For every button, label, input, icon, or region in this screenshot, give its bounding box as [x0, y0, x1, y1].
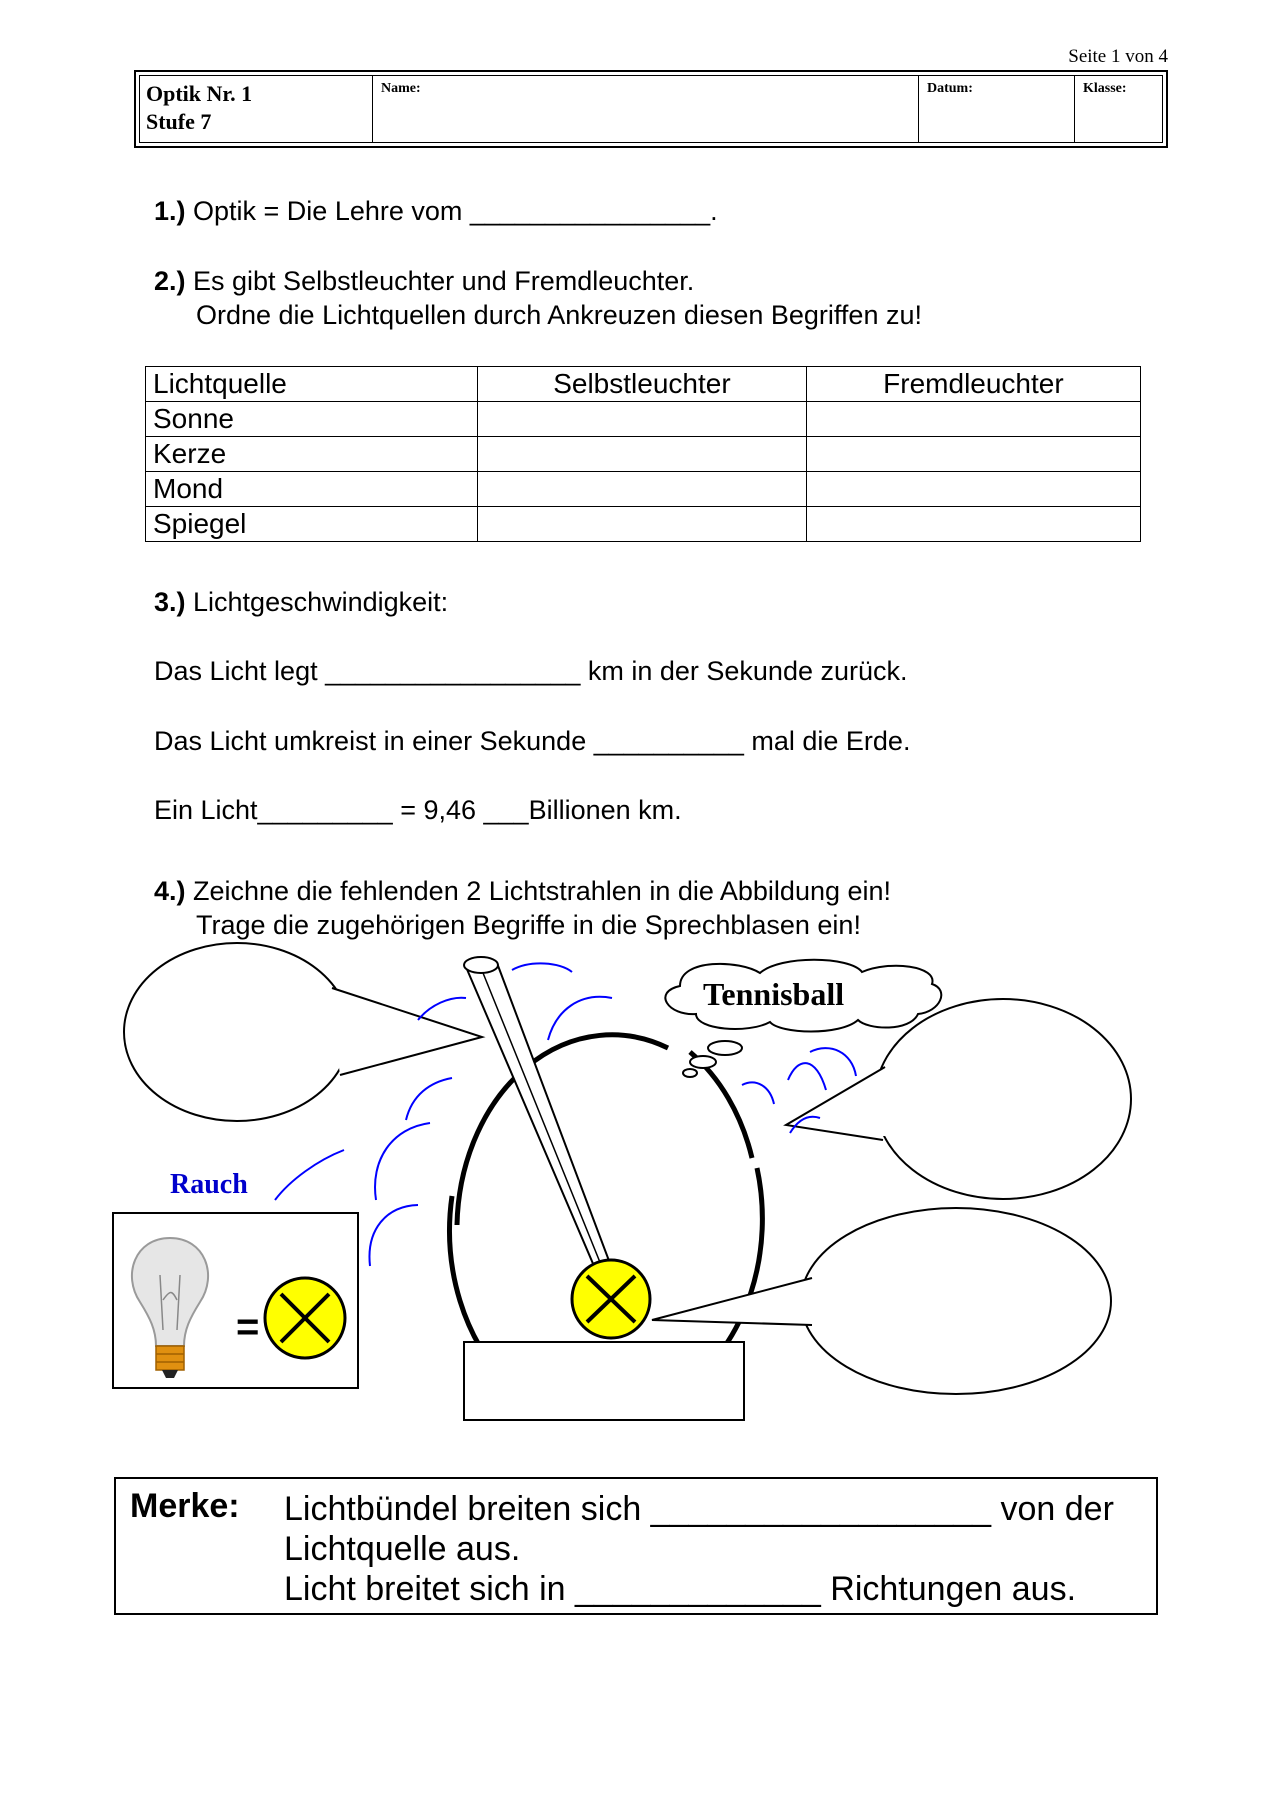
question-1-text: Optik = Die Lehre vom ________________. [185, 196, 718, 226]
question-4-line1 [154, 874, 891, 908]
header-table [134, 70, 1168, 148]
question-3-line2: Das Licht umkreist in einer Sekunde __________ mal die Erde. [154, 726, 911, 756]
subject-title: Optik Nr. 1 [146, 81, 253, 106]
table-cell-selbst[interactable] [478, 402, 807, 437]
page-number: Seite 1 von 4 [1068, 46, 1168, 67]
question-4-number: 4.) [154, 876, 186, 906]
table-header-selbstleuchter: Selbstleuchter [478, 367, 807, 402]
table-header-fremdleuchter: Fremdleuchter [806, 367, 1140, 402]
question-3-title [154, 585, 448, 619]
table-cell-source: Kerze [146, 437, 478, 472]
subject-cell [140, 76, 373, 142]
optics-figure [0, 940, 1280, 1430]
table-cell-selbst[interactable] [478, 472, 807, 507]
table-cell-source: Spiegel [146, 507, 478, 542]
question-3-number: 3.) [154, 587, 186, 617]
table-cell-selbst[interactable] [478, 507, 807, 542]
table-header-row [146, 367, 1141, 402]
question-1-number: 1.) [154, 196, 186, 226]
question-2-text: Es gibt Selbstleuchter und Fremdleuchter. [185, 266, 695, 296]
subject-grade: Stufe 7 [146, 109, 212, 134]
question-2-number: 2.) [154, 266, 186, 296]
table-cell-fremd[interactable] [806, 437, 1140, 472]
question-4-text: Zeichne die fehlenden 2 Lichtstrahlen in die Abbildung ein! [185, 876, 892, 906]
table-cell-fremd[interactable] [806, 472, 1140, 507]
merke-line1: Lichtbündel breiten sich __________________ von der [284, 1490, 1114, 1528]
table-cell-selbst[interactable] [478, 437, 807, 472]
table-cell-fremd[interactable] [806, 402, 1140, 437]
merke-line3: Licht breitet sich in _____________ Richtungen aus. [284, 1570, 1077, 1608]
date-cell[interactable] [919, 76, 1075, 142]
lamp-symbol-legend [265, 1278, 345, 1358]
table-cell-source: Sonne [146, 402, 478, 437]
class-label: Klasse: [1083, 81, 1127, 96]
question-3-line1: Das Licht legt _________________ km in der Sekunde zurück. [154, 656, 908, 686]
stand-block [464, 1342, 744, 1420]
merke-line2: Lichtquelle aus. [284, 1530, 521, 1568]
question-3-line3: Ein Licht_________ = 9,46 ___Billionen km. [154, 795, 682, 825]
equals-sign: = [236, 1305, 260, 1349]
question-2-line2: Ordne die Lichtquellen durch Ankreuzen diesen Begriffen zu! [196, 300, 922, 330]
table-header-lichtquelle: Lichtquelle [146, 367, 478, 402]
table-row [146, 472, 1141, 507]
light-source-table [145, 366, 1141, 542]
table-cell-fremd[interactable] [806, 507, 1140, 542]
tube [464, 957, 620, 1294]
tennisball-label: Tennisball [703, 976, 845, 1012]
merke-label: Merke: [130, 1487, 240, 1525]
name-label: Name: [381, 81, 421, 96]
speech-bubble-left [124, 943, 482, 1121]
question-4-line2: Trage die zugehörigen Begriffe in die Sprechblasen ein! [196, 910, 861, 940]
date-label: Datum: [927, 81, 973, 96]
question-2-line1 [154, 264, 694, 298]
name-cell[interactable] [373, 76, 919, 142]
question-1 [154, 194, 718, 228]
table-row [146, 437, 1141, 472]
class-cell[interactable] [1075, 76, 1162, 142]
lamp-symbol [572, 1260, 650, 1338]
table-cell-source: Mond [146, 472, 478, 507]
table-row [146, 507, 1141, 542]
question-3-text: Lichtgeschwindigkeit: [185, 587, 449, 617]
table-row [146, 402, 1141, 437]
rauch-label: Rauch [170, 1169, 248, 1200]
